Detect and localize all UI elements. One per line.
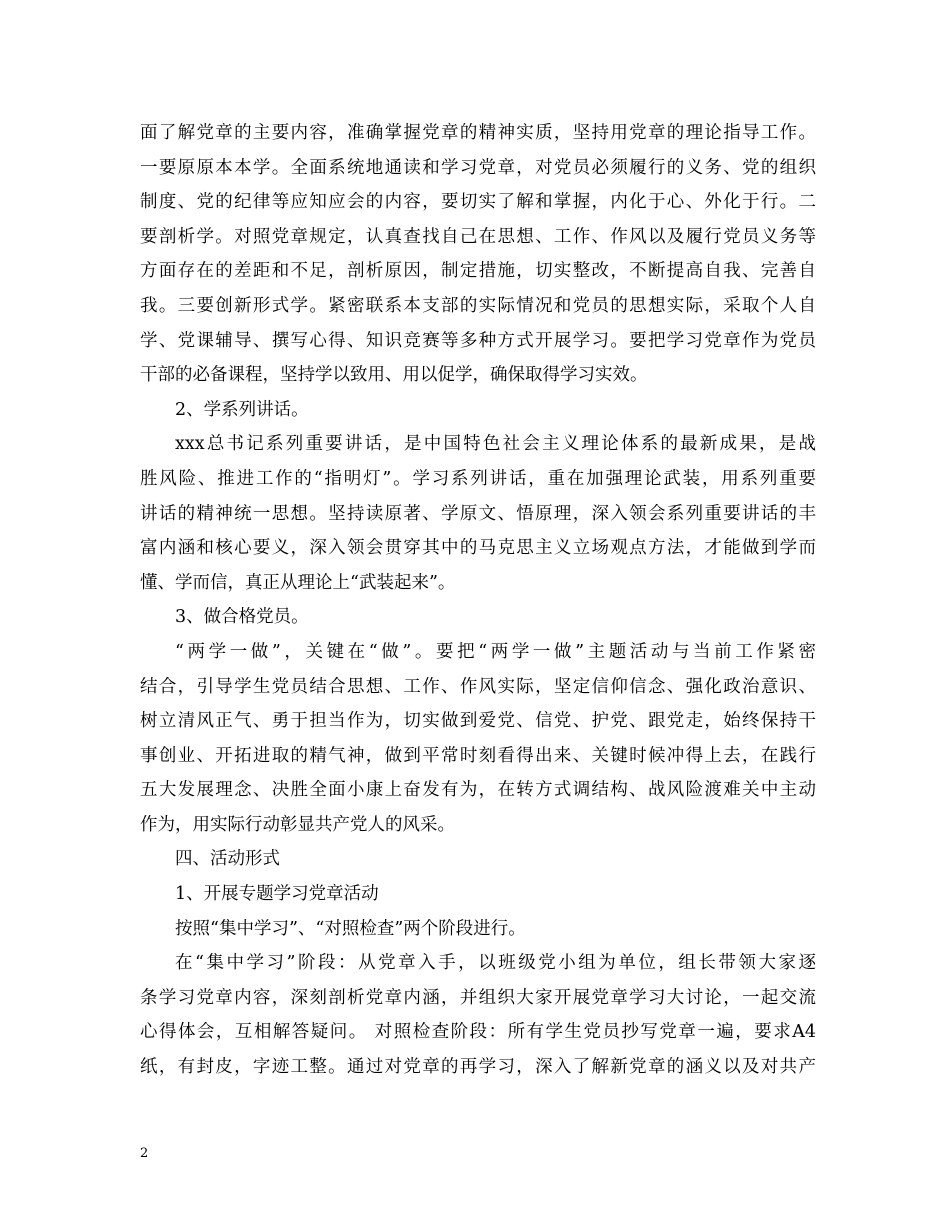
- text-line: 结合，引导学生党员结合思想、工作、作风实际，坚定信仰信念、强化政治意识、: [140, 676, 816, 697]
- text-line: 面了解党章的主要内容，准确掌握党章的精神实质，坚持用党章的理论指导工作。: [140, 123, 816, 143]
- section-heading: 2、学系列讲话。: [175, 399, 309, 420]
- text-line: 方面存在的差距和不足，剖析原因，制定措施，切实整改，不断提高自我、完善自: [140, 261, 816, 282]
- section-heading: 3、做合格党员。: [175, 607, 309, 628]
- section-heading: 四、活动形式: [175, 849, 280, 870]
- text-line: 树立清风正气、勇于担当作为，切实做到爱党、信党、护党、跟党走，始终保持干: [140, 711, 816, 732]
- body-text: [140, 116, 816, 1085]
- text-line: 制度、党的纪律等应知应会的内容，要切实了解和掌握，内化于心、外化于行。二: [140, 192, 816, 213]
- text-line: 五大发展理念、决胜全面小康上奋发有为，在转方式调结构、战风险渡难关中主动: [140, 780, 816, 801]
- text-line: “两学一做”，关键在“做”。要把“两学一做”主题活动与当前工作紧密: [175, 641, 816, 662]
- subsection-heading: 1、开展专题学习党章活动: [175, 884, 379, 905]
- page-number: 2: [140, 1146, 149, 1161]
- text-line: 作为，用实际行动彰显共产党人的风采。: [140, 814, 455, 835]
- text-line: 在“集中学习”阶段：从党章入手，以班级党小组为单位，组长带领大家逐: [175, 953, 816, 974]
- text-line: 讲话的精神统一思想。坚持读原著、学原文、悟原理，深入领会系列重要讲话的丰: [140, 503, 816, 524]
- text-line: 干部的必备课程，坚持学以致用、用以促学，确保取得学习实效。: [140, 365, 648, 386]
- text-line: 学、党课辅导、撰写心得、知识竞赛等多种方式开展学习。要把学习党章作为党员: [140, 330, 816, 351]
- text-line: 胜风险、推进工作的“指明灯”。学习系列讲话，重在加强理论武装，用系列重要: [140, 468, 816, 489]
- text-line: 我。三要创新形式学。紧密联系本支部的实际情况和党员的思想实际，采取个人自: [140, 295, 816, 316]
- text-line: 一要原原本本学。全面系统地通读和学习党章，对党员必须履行的义务、党的组织: [140, 157, 816, 178]
- text-line: 懂、学而信，真正从理论上“武装起来”。: [140, 572, 456, 593]
- text-line: 心得体会，互相解答疑问。 对照检查阶段：所有学生党员抄写党章一遍，要求A4: [140, 1022, 816, 1043]
- text-line: 按照“集中学习”、“对照检查”两个阶段进行。: [175, 918, 526, 939]
- text-line: 要剖析学。对照党章规定，认真查找自己在思想、工作、作风以及履行党员义务等: [140, 226, 816, 247]
- text-line: 纸，有封皮，字迹工整。通过对党章的再学习，深入了解新党章的涵义以及对共产: [140, 1057, 816, 1078]
- text-line: 富内涵和核心要义，深入领会贯穿其中的马克思主义立场观点方法，才能做到学而: [140, 538, 816, 559]
- text-line: 事创业、开拓进取的精气神，做到平常时刻看得出来、关键时候冲得上去，在践行: [140, 745, 816, 766]
- text-line: 条学习党章内容，深刻剖析党章内涵，并组织大家开展党章学习大讨论，一起交流: [140, 987, 816, 1008]
- text-line: xxx总书记系列重要讲话，是中国特色社会主义理论体系的最新成果，是战: [175, 434, 816, 455]
